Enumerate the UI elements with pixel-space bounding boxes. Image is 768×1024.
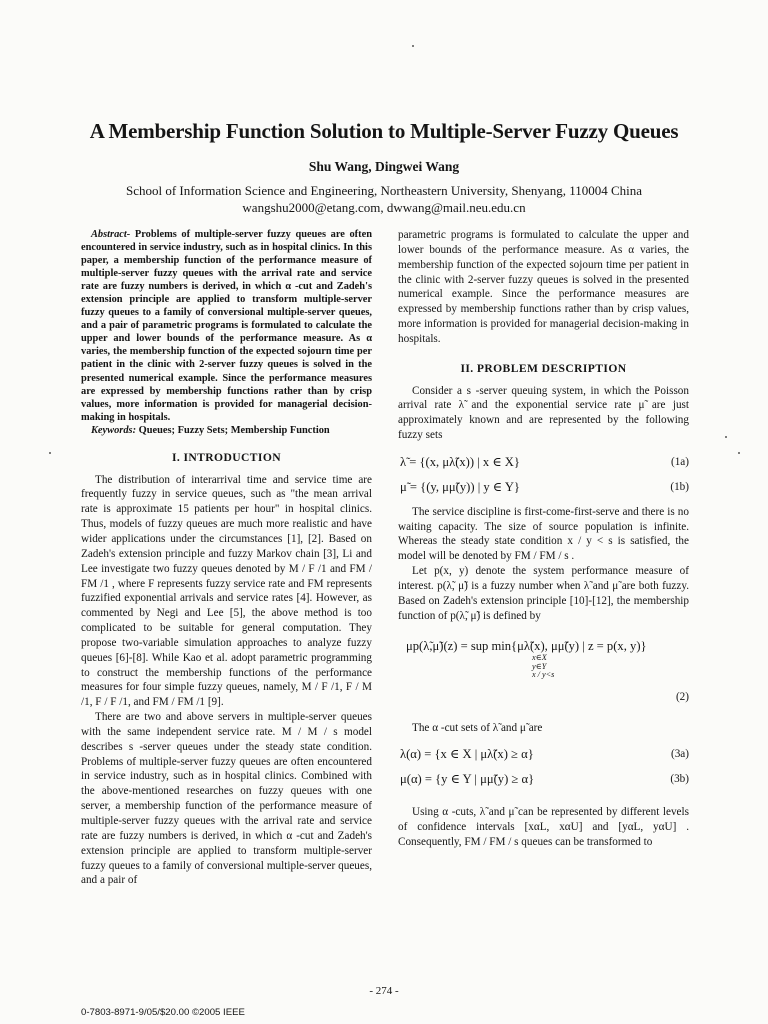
problem-paragraph-1: Consider a s -server queuing system, in which the Poisson arrival rate λ̃ and the exponential service rate μ̃ are just approximately known and are represented by the following fuzzy sets — [398, 384, 689, 442]
abstract-continuation-paragraph: parametric programs is formulated to calculate the upper and lower bounds of the performance measure. As α varies, the membership function of the expected sojourn time per patient in the clinic with 2-server fuzzy queues is solved in the presented numerical example. Since the performance measures are expressed by membership functions rather than by crisp values, more information is provided for managerial decision-making in hospitals. — [398, 229, 689, 345]
equation-2-subscript-y: y∈Y — [532, 661, 547, 671]
affiliation: School of Information Science and Engineering, Northeastern University, Shenyang, 110004 China — [125, 183, 643, 198]
problem-paragraph-2: The service discipline is first-come-first-serve and there is no waiting capacity. The size of source population is infinite. Whereas the steady state condition x / y < s is satisfied, the model will be denoted by FM / FM / s . — [398, 505, 689, 563]
abstract — [81, 228, 372, 424]
equation-3a-body: λ(α) = {x ∈ X | μλ̃(x) ≥ α} — [400, 747, 534, 762]
equation-2-subscript-condition: x / y<s — [532, 670, 555, 680]
abstract-label: Abstract- — [91, 229, 131, 240]
equation-3b-number: (3b) — [670, 773, 689, 786]
equation-1a-body: λ̃ = {(x, μλ̃(x)) | x ∈ X} — [400, 454, 520, 469]
abstract-text: Problems of multiple-server fuzzy queues are often encountered in service industry, such as in hospital clinics. In this paper, a membership function of the performance measure of multiple-server fuzzy queues with the arrival rate and service rate are fuzzy numbers is derived, in which α -cut and Zadeh's extension principle are applied to transform multiple-server fuzzy queues to a family of conversional multiple-server queues, and a pair of parametric programs is formulated to calculate the upper and lower bounds of the performance measure. As α varies, the membership function of the expected sojourn time per patient in the clinic with 2-server fuzzy queues is solved in the presented numerical example. Since the performance measures are expressed by membership functions rather than by crisp values, more information is provided for managerial decision-making in hospitals. — [81, 229, 372, 423]
equation-1b-body: μ̃ = {(y, μμ̃(y)) | y ∈ Y} — [400, 479, 520, 494]
keywords-label: Keywords: — [91, 424, 137, 436]
equation-2-subscript-x: x∈X — [532, 653, 547, 663]
right-column — [398, 228, 689, 850]
equation-1b — [398, 480, 689, 495]
section-heading-introduction: I. INTRODUCTION — [171, 450, 282, 464]
equation-1b-number: (1b) — [670, 480, 689, 493]
scan-speck — [49, 452, 51, 454]
problem-paragraph-4: The α -cut sets of λ̃ and μ̃ are — [412, 721, 543, 734]
problem-paragraph-5: Using α -cuts, λ̃ and μ̃ can be represented by different levels of confidence intervals [xαL, xαU] and [yαL, yαU] . Consequently, FM / FM / s queues can be transformed to — [398, 806, 689, 848]
equation-3a — [398, 747, 689, 762]
scan-speck — [412, 45, 414, 47]
equation-3a-number: (3a) — [670, 748, 689, 761]
keywords — [81, 424, 372, 437]
equation-1a — [398, 455, 689, 470]
page-number: - 274 - — [369, 985, 399, 997]
intro-paragraph-1: The distribution of interarrival time and service time are frequently fuzzy in service queues, such as "the mean arrival rate is approximate 15 patients per hour" in hospital clinics. Thus, models of fuzzy queues are much more realistic and have wider applications under the circumstances [1], [2]. Based on Zadeh's extension principle and fuzzy Markov chain [3], Li and Lee investigate two fuzzy queues denoted by M / F /1 and FM / FM /1 , where F represents fuzzy service rate and FM represents fuzzified exponential arrivals and service rates [4]. However, as commented by Negi and Lee [5], the above method is too complicated to be suitable for general computation. They propose two-variable simulation approaches to analyze fuzzy queues [6]-[8]. While Kao et al. adopt parametric programming to construct the membership functions of the performance measures for four simple fuzzy queues, namely, M / F /1, F / M /1, F / F /1, and FM / FM /1 [9]. — [81, 473, 372, 709]
equation-3b-body: μ(α) = {y ∈ Y | μμ̃(y) ≥ α} — [400, 772, 535, 787]
equation-2-body: μp(λ̃,μ̃)(z) = sup min{μλ̃(x), μμ̃(y) | z = p(x, y)} — [406, 639, 647, 654]
equation-2-number: (2) — [675, 690, 689, 703]
section-heading-problem-description: II. PROBLEM DESCRIPTION — [460, 361, 627, 375]
copyright-line: 0-7803-8971-9/05/$20.00 ©2005 IEEE — [81, 1007, 245, 1018]
paper-title: A Membership Function Solution to Multiple-Server Fuzzy Queues — [89, 119, 679, 143]
keywords-text: Queues; Fuzzy Sets; Membership Function — [138, 424, 330, 436]
intro-paragraph-2: There are two and above servers in multiple-server queues with the same independent service rate. M / M / s model describes s -server queues under the steady state condition. Problems of multiple-server fuzzy queues are often encountered in service industry, such as in hospital clinics. Combined with the above-mentioned researches on fuzzy queues with one server, a membership function of the performance measure of multiple-server fuzzy queues with the arrival rate and service rate are fuzzy numbers is derived, in which α -cut and Zadeh's extension principle are applied to transform multiple-server fuzzy queues to a family of conversional multiple-server queues, and a pair of — [81, 711, 372, 887]
scan-speck — [738, 452, 740, 454]
problem-paragraph-3: Let p(x, y) denote the system performance measure of interest. p(λ̃, μ̃) is a fuzzy number when λ̃ and μ̃ are both fuzzy. Based on Zadeh's extension principle [10]-[12], the membership function of p(λ̃, μ̃) is defined by — [398, 565, 689, 622]
equation-3b — [398, 772, 689, 787]
left-column — [81, 228, 372, 888]
scan-speck — [725, 436, 727, 438]
equation-1a-number: (1a) — [670, 455, 689, 468]
paper-authors: Shu Wang, Dingwei Wang — [308, 159, 460, 174]
author-emails: wangshu2000@etang.com, dwwang@mail.neu.edu.cn — [242, 200, 526, 215]
